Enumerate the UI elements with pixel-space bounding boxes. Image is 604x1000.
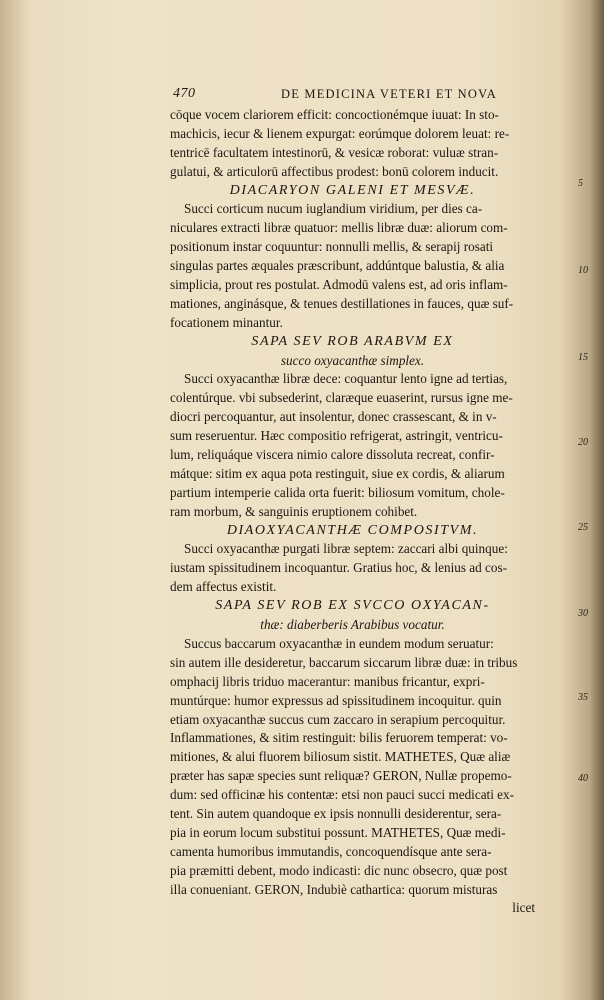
text-line: niculares extracti libræ quatuor: mellis libræ duæ: aliorum com-	[170, 220, 508, 236]
section-heading-sapa-oxyacanthae: SAPA SEV ROB EX SVCCO OXYACAN-	[215, 598, 490, 614]
section-heading-diaoxyacanthae: DIAOXYACANTHÆ COMPOSITVM.	[226, 522, 479, 538]
text-line: iustam spissitudinem incoquantur. Gratius hoc, & lenius ad cos-	[170, 560, 507, 576]
text-line: etiam oxyacanthæ succus cum zaccaro in serapium percoquitur.	[170, 711, 506, 727]
text-line: dem affectus existit.	[170, 579, 277, 595]
text-line: mationes, anginásque, & tenues destillationes in fauces, quæ suf-	[170, 295, 514, 311]
text-line: mátque: sitim ex aqua pota restinguit, siue ex cordis, & aliarum	[170, 465, 505, 481]
text-line: Succus baccarum oxyacanthæ in eundem modum seruatur:	[184, 635, 494, 651]
section-subheading: thæ: diaberberis Arabibus vocatur.	[260, 617, 445, 633]
section-heading-diacaryon: DIACARYON GALENI ET MESVÆ.	[229, 182, 476, 198]
catchword: licet	[512, 900, 535, 916]
running-title: DE MEDICINA VETERI ET NOVA	[281, 87, 497, 101]
text-line: muntúrque: humor expressus ad spissitudinem incoquitur. quin	[170, 692, 502, 708]
text-line: machicis, iecur & lienem expurgat: eorúmque dolorem leuat: re-	[170, 125, 510, 141]
text-line: simplicia, prout res postulat. Admodū valens est, ad oris inflam-	[170, 277, 508, 293]
text-line: gulatui, & articulorū affectibus prodest: bonū colorem inducit.	[170, 163, 499, 179]
margin-line-number: 20	[578, 437, 588, 448]
margin-line-number: 10	[578, 265, 588, 276]
text-line: camenta humoribus immutandis, concoquendísque ante sera-	[170, 843, 492, 859]
text-line: colentúrque. vbi subsederint, claræque euaserint, rursus igne me-	[170, 390, 513, 406]
text-line: illa conueniant. GERON, Indubiè cathartica: quorum misturas	[170, 881, 498, 897]
text-line: cōque vocem clariorem efficit: concoctionémque iuuat: In sto-	[170, 107, 499, 122]
text-line: mitiones, & alui fluorem biliosum sistit. MATHETES, Quæ aliæ	[170, 749, 511, 765]
margin-line-number: 15	[578, 352, 588, 363]
text-line: lum, reliquáque viscera nimio calore dissoluta recreat, confir-	[170, 447, 495, 463]
text-line: tent. Sin autem quandoque ex ipsis nonnulli desiderentur, sera-	[170, 805, 502, 821]
page-gutter-shadow	[590, 0, 604, 1000]
text-line: tentricē facultatem intestinorū, & vesicæ roborat: vuluæ stran-	[170, 144, 499, 160]
text-line: sin autem ille desideretur, baccarum siccarum libræ duæ: in tribus	[170, 654, 518, 670]
margin-line-number: 40	[578, 773, 588, 784]
text-line: positionum instar coquuntur: nonnulli mellis, & serapij rosati	[170, 239, 494, 255]
margin-line-number: 5	[578, 178, 583, 189]
margin-line-number: 30	[578, 608, 588, 619]
text-line: singulas partes æquales præscribunt, addúntque balustia, & alia	[170, 258, 505, 274]
page-number: 470	[173, 86, 196, 101]
text-line: Succi oxyacanthæ purgati libræ septem: zaccari albi quinque:	[184, 541, 508, 557]
text-line: sum reseruentur. Hæc compositio refrigerat, astringit, ventricu-	[170, 428, 503, 444]
text-line: focationem minantur.	[170, 314, 283, 330]
text-line: omphacij libris triduo macerantur: manibus fricantur, expri-	[170, 673, 485, 689]
text-line: ram morbum, & sanguinis eruptionem cohibet.	[170, 503, 418, 519]
margin-line-number: 25	[578, 522, 588, 533]
margin-line-number: 35	[578, 692, 588, 703]
text-line: Succi corticum nucum iuglandium viridium, per dies ca-	[184, 201, 483, 217]
body-text	[170, 106, 535, 918]
section-heading-sapa-arabum: SAPA SEV ROB ARABVM EX	[251, 333, 454, 349]
text-line: pia præmitti debent, modo indicasti: dic nunc obsecro, quæ post	[170, 862, 508, 878]
text-line: Inflammationes, & sitim restinguit: bilis feruorem temperat: vo-	[170, 730, 508, 746]
text-line: Succi oxyacanthæ libræ dece: coquantur lento igne ad tertias,	[184, 371, 508, 387]
text-line: pia in eorum locum substitui possunt. MATHETES, Quæ medi-	[170, 824, 506, 840]
text-line: partium intemperie calida orta fuerit: biliosum vomitum, chole-	[170, 484, 505, 500]
text-line: diocri percoquantur, aut insolentur, donec crassescant, & in v-	[170, 409, 497, 425]
running-header	[173, 86, 518, 104]
section-subheading: succo oxyacanthæ simplex.	[280, 352, 425, 368]
text-line: præter has sapæ species sunt reliquæ? GERON, Nullæ propemo-	[170, 768, 512, 784]
text-line: dum: sed officinæ his contentæ: etsi non pauci succi medicati ex-	[170, 787, 515, 803]
